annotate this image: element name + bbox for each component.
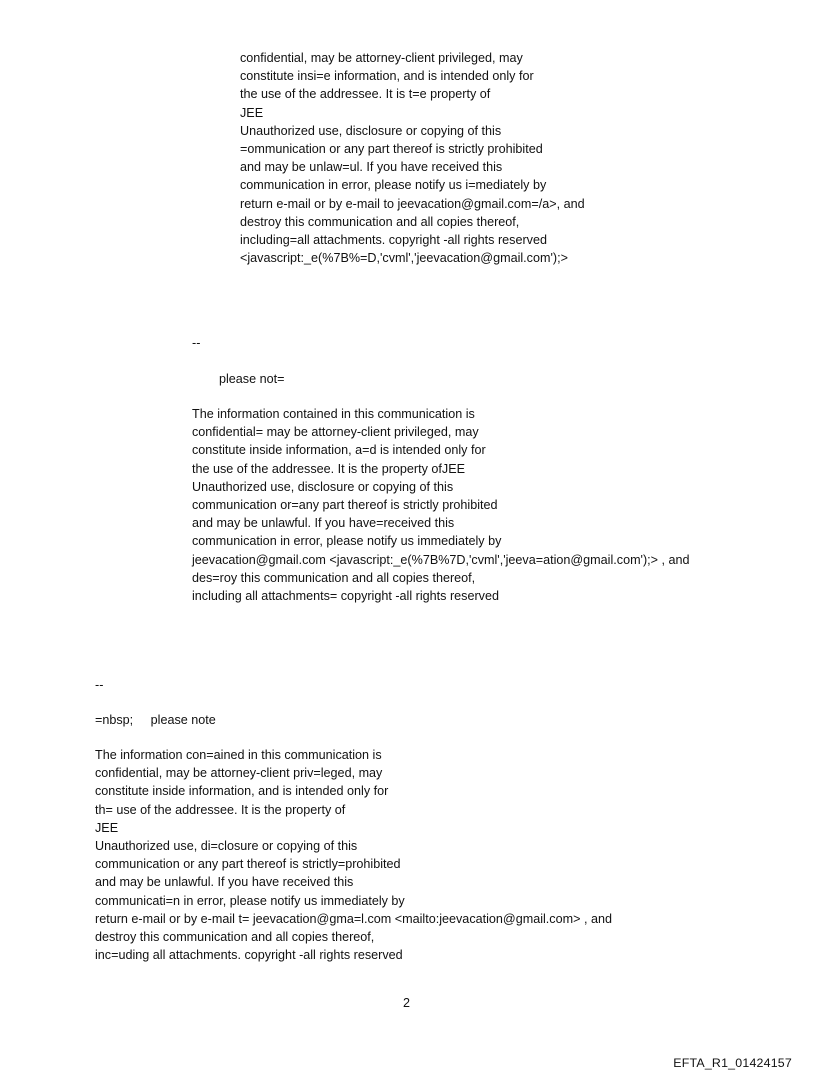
disclaimer-block-2 — [192, 405, 690, 605]
text-line: Unauthorized use, di=closure or copying of this — [95, 838, 358, 853]
text-line: confidential, may be attorney-client priv=leged, may — [95, 766, 383, 781]
text-line: The information contained in this communication is — [192, 407, 475, 421]
text-line: the use of the addressee. It is the property ofJEE — [192, 461, 466, 476]
text-line: constitute inside information, a=d is intended only for — [192, 443, 486, 458]
text-line: Unauthorized use, disclosure or copying of this — [240, 123, 502, 138]
text-line: and may be unlaw=ul. If you have received this — [240, 160, 503, 175]
text-line: including=all attachments. copyright -all rights reserved — [240, 232, 547, 247]
text-line: jeevacation@gmail.com <javascript:_e(%7B%7D,'cvml','jeeva=ation@gmail.com');> , and — [192, 552, 690, 567]
text-line: including all attachments= copyright -all rights reserved — [192, 588, 499, 603]
text-line: confidential= may be attorney-client privileged, may — [192, 425, 479, 440]
note-heading: =nbsp; please note — [95, 713, 216, 727]
text-line: and may be unlawful. If you have=received this — [192, 516, 455, 531]
text-line: communication or=any part thereof is strictly prohibited — [192, 497, 498, 512]
text-line: the use of the addressee. It is t=e property of — [240, 87, 491, 102]
text-line: des=roy this communication and all copies thereof, — [192, 570, 476, 585]
text-line: confidential, may be attorney-client privileged, may — [240, 51, 523, 65]
text-line: constitute inside information, and is intended only for — [95, 784, 389, 799]
text-line: JEE — [240, 105, 264, 120]
text-line: The information con=ained in this communication is — [95, 748, 382, 762]
text-line: inc=uding all attachments. copyright -all rights reserved — [95, 948, 403, 963]
text-line: Unauthorized use, disclosure or copying of this — [192, 479, 454, 494]
text-line: communication or any part thereof is strictly=prohibited — [95, 857, 401, 872]
page-number: 2 — [403, 996, 411, 1010]
text-line: JEE — [95, 820, 119, 835]
text-line: <javascript:_e(%7B%=D,'cvml','jeevacation@gmail.com');> — [240, 251, 568, 266]
disclaimer-block-3 — [95, 746, 612, 964]
text-line: destroy this communication and all copies thereof, — [240, 214, 520, 229]
separator: -- — [192, 336, 201, 350]
text-line: return e-mail or by e-mail t= jeevacation@gma=l.com <mailto:jeevacation@gmail.com> , and — [95, 911, 612, 926]
text-line: communication in error, please notify us immediately by — [192, 534, 502, 549]
text-line: and may be unlawful. If you have received this — [95, 875, 354, 890]
disclaimer-block-1 — [240, 49, 585, 267]
text-line: constitute insi=e information, and is intended only for — [240, 69, 534, 84]
separator: -- — [95, 678, 104, 692]
text-line: =ommunication or any part thereof is strictly prohibited — [240, 141, 543, 156]
note-heading: please not= — [219, 372, 285, 386]
text-line: communication in error, please notify us i=mediately by — [240, 178, 547, 193]
text-line: destroy this communication and all copies thereof, — [95, 929, 375, 944]
document-id: EFTA_R1_01424157 — [673, 1056, 792, 1070]
text-line: communicati=n in error, please notify us immediately by — [95, 893, 405, 908]
text-line: th= use of the addressee. It is the property of — [95, 802, 346, 817]
text-line: return e-mail or by e-mail to jeevacation@gmail.com=/a>, and — [240, 196, 585, 211]
